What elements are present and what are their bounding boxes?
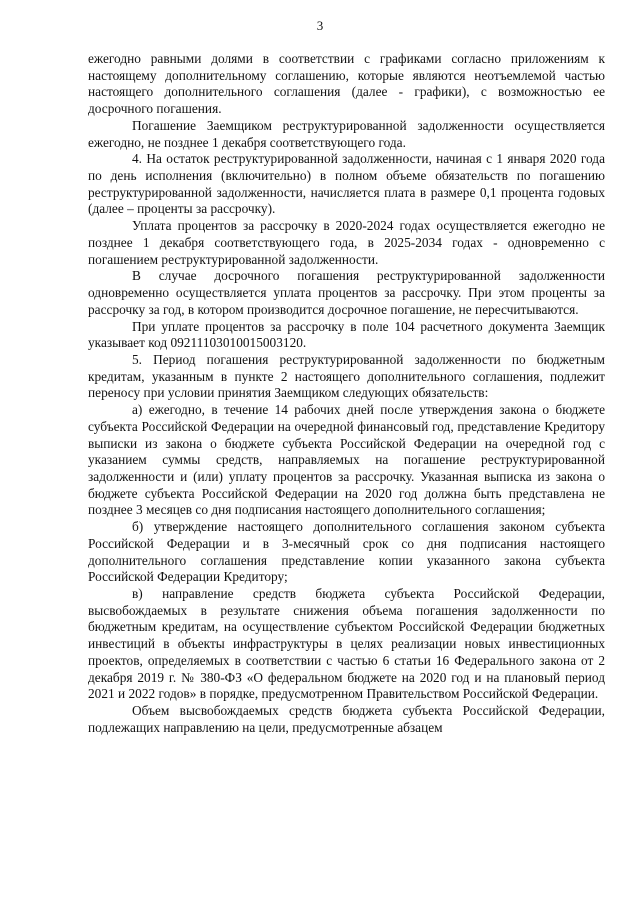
paragraph-continuation: ежегодно равными долями в соответствии с графиками согласно приложениям к настоящему дополнительному соглашению, которые являются неотъемлемой частью настоящего дополнительного соглашения (далее - графики), с возможностью ее досрочного погашения. (88, 51, 605, 117)
paragraph-repayment-deadline: Погашение Заемщиком реструктурированной задолженности осуществляется ежегодно, не позднее 1 декабря соответствующего года. (88, 117, 605, 150)
page-number: 3 (316, 18, 324, 33)
paragraph-payment-code: При уплате процентов за рассрочку в поле 104 расчетного документа Заемщик указывает код 09211103010015003120. (88, 318, 605, 351)
paragraph-obligation-b: б) утверждение настоящего дополнительного соглашения законом субъекта Российской Федерации и в 3-месячный срок со дня подписания настоящего дополнительного соглашения представление копии указанного закона субъекта Российской Федерации Кредитору; (88, 519, 605, 585)
paragraph-interest-payment-schedule: Уплата процентов за рассрочку в 2020-2024 годах осуществляется ежегодно не позднее 1 декабря соответствующего года, в 2025-2034 годах - одновременно с погашением реструктурированной задолженности. (88, 218, 605, 267)
paragraph-obligation-v: в) направление средств бюджета субъекта Российской Федерации, высвобождаемых в результате снижения объема погашения задолженности по бюджетным кредитам, на осуществление субъектом Российской Федерации бюджетных инвестиций в объекты инфраструктуры в целях реализации новых инвестиционных проектов, определяемых в соответствии с частью 6 статьи 16 Федерального закона от 2 декабря 2019 г. № 380-ФЗ «О федеральном бюджете на 2020 год и на плановый период 2021 и 2022 годов» в порядке, предусмотренном Правительством Российской Федерации. (88, 586, 605, 702)
paragraph-5-obligations: 5. Период погашения реструктурированной задолженности по бюджетным кредитам, указанным в пункте 2 настоящего дополнительного соглашения, подлежит переносу при условии принятия Заемщиком следующих обязательств: (88, 351, 605, 401)
document-body (88, 51, 605, 736)
paragraph-released-funds: Объем высвобождаемых средств бюджета субъекта Российской Федерации, подлежащих направлению на цели, предусмотренные абзацем (88, 703, 605, 735)
paragraph-early-repayment: В случае досрочного погашения реструктурированной задолженности одновременно осуществляется уплата процентов за рассрочку. При этом проценты за рассрочку за год, в котором производится досрочное погашение, не пересчитываются. (88, 268, 605, 317)
paragraph-obligation-a: а) ежегодно, в течение 14 рабочих дней после утверждения закона о бюджете субъекта Российской Федерации на очередной финансовый год, представление Кредитору выписки из закона о бюджете субъекта Российской Федерации на очередной год с указанием суммы средств, направляемых на погашение реструктурированной задолженности и (или) уплату процентов за рассрочку. Указанная выписка из закона о бюджете субъекта Российской Федерации на 2020 год должна быть представлена не позднее 3 месяцев со дня подписания настоящего дополнительного соглашения; (88, 402, 605, 518)
paragraph-4-interest: 4. На остаток реструктурированной задолженности, начиная с 1 января 2020 года по день исполнения (включительно) в полном объеме обязательств по погашению реструктурированной задолженности, начисляется плата в размере 0,1 процента годовых (далее – проценты за рассрочку). (88, 151, 605, 217)
